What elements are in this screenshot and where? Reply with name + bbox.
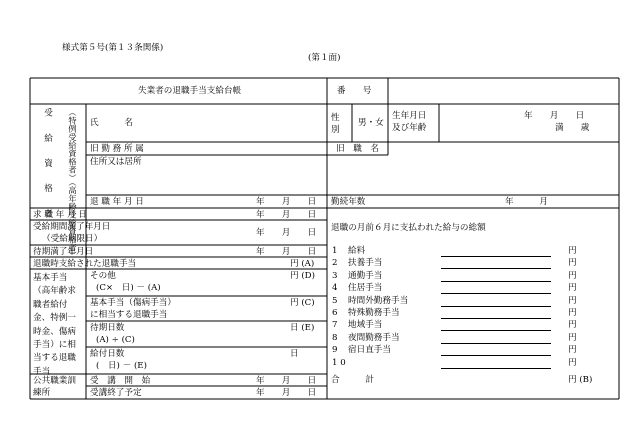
former-office-label: 旧 勤 務 所 属 — [90, 144, 144, 154]
wage-item-unit: 円 — [568, 357, 577, 368]
injury-label-1: 基本手当（傷病手当） — [90, 298, 176, 308]
wage-item-number: 1 — [332, 246, 338, 256]
injury-label-2: に相当する退職手当 — [90, 310, 168, 320]
period-end-label-2: （受給期限日） — [42, 234, 103, 244]
wages-heading: 退職の月前６月に支払われた給与の総額 — [331, 223, 486, 233]
wages-total-unit: 円 (B) — [568, 375, 593, 385]
wage-item-blank[interactable] — [441, 343, 551, 344]
wage-item-label: 扶養手当 — [348, 258, 383, 269]
wage-item-number: 6 — [332, 308, 338, 318]
wage-item-label: 夜間勤務手当 — [348, 332, 400, 343]
retire-date-value: 年 月 日 — [256, 197, 317, 207]
other-label-2: (C× 日) － (A) — [96, 283, 161, 293]
birth-value-1: 年 月 日 — [524, 111, 585, 121]
birth-label-1: 生年月日 — [392, 111, 427, 121]
wage-item-label: 給料 — [348, 246, 366, 256]
wage-item-unit: 円 — [568, 345, 577, 356]
waiting-end-value: 年 月 日 — [256, 247, 317, 257]
wage-item-unit: 円 — [568, 308, 577, 318]
recipient-paren-label: （特例受給資格者）（高年齢受給資格者） — [68, 108, 78, 260]
wage-item-unit: 円 — [568, 295, 577, 306]
training-label-1: 公共職業訓 — [33, 376, 76, 386]
wage-item-number: 8 — [332, 332, 338, 343]
training-end-label: 受講終了予定 — [90, 388, 142, 398]
former-position-label: 旧 職 名 — [336, 144, 379, 154]
pay-days-label-2: ( 日) － (E) — [96, 361, 147, 371]
wage-item-number: 1 0 — [332, 357, 346, 368]
base-allowance-side-label — [33, 272, 76, 379]
wage-item-number: 2 — [332, 258, 338, 269]
base-side-line: 時金、傷病 — [33, 326, 76, 337]
number-label: 番 号 — [337, 86, 372, 96]
address-label: 住所又は居所 — [90, 157, 142, 167]
wage-item-blank[interactable] — [441, 281, 551, 282]
birth-label-2: 及び年齢 — [392, 123, 427, 133]
base-side-line: 手当 — [33, 366, 51, 377]
wage-item-label: 通勤手当 — [348, 270, 383, 281]
wage-item-blank[interactable] — [441, 330, 551, 331]
wage-item-blank[interactable] — [441, 318, 551, 319]
wage-item-blank[interactable] — [441, 368, 551, 369]
sex-label-line — [331, 112, 340, 136]
wage-item-blank[interactable] — [441, 355, 551, 356]
pay-days-value: 日 — [290, 349, 299, 359]
wage-item-number: 5 — [332, 295, 338, 306]
base-side-line: 基本手当 — [33, 273, 68, 283]
service-years-value: 年 月 — [505, 197, 548, 207]
wage-item-blank[interactable] — [441, 268, 551, 269]
wage-item-number: 4 — [332, 283, 338, 294]
wage-item-blank[interactable] — [441, 306, 551, 307]
form-title: 失業者の退職手当支給台帳 — [138, 86, 242, 96]
pay-days-label-1: 給付日数 — [90, 349, 125, 359]
name-label: 氏 名 — [90, 118, 133, 128]
wage-item-blank[interactable] — [441, 293, 551, 294]
wage-item-unit: 円 — [568, 332, 577, 343]
wage-item-label: 住居手当 — [348, 283, 383, 294]
period-end-value: 年 月 日 — [256, 228, 317, 238]
sex-options: 男・女 — [358, 118, 384, 128]
other-label-1: その他 — [90, 271, 116, 281]
recipient-side-label: 受 給 資 格 者 — [42, 108, 53, 222]
wage-item-label: 特殊勤務手当 — [348, 308, 400, 318]
other-value: 円 (D) — [290, 271, 315, 281]
paid-at-retire-value: 円 (A) — [290, 259, 315, 269]
paid-at-retire-label: 退職時支給された退職手当 — [33, 259, 137, 269]
base-side-line: 金、特例一 — [33, 313, 76, 324]
base-side-line: 職者給付 — [33, 299, 68, 310]
waiting-end-label: 待期満了年月日 — [33, 247, 94, 257]
waiting-days-label-1: 待期日数 — [90, 323, 125, 333]
page-label: (第１面) — [308, 53, 341, 63]
service-years-label: 勤続年数 — [331, 197, 366, 207]
waiting-days-value: 日 (E) — [290, 323, 315, 333]
wage-item-unit: 円 — [568, 320, 577, 331]
wage-item-unit: 円 — [568, 270, 577, 281]
training-end-value: 年 月 日 — [256, 388, 317, 398]
wage-item-label: 時間外勤務手当 — [348, 295, 409, 306]
wage-item-unit: 円 — [568, 246, 577, 256]
job-seek-date-label: 求 職 年 月 日 — [33, 210, 87, 220]
training-start-value: 年 月 日 — [256, 376, 317, 386]
wage-item-label: 地域手当 — [348, 320, 383, 331]
job-seek-date-value: 年 月 日 — [256, 210, 317, 220]
base-side-line: 当する退職 — [33, 353, 76, 364]
sex-label: 性別 — [331, 113, 340, 135]
form-number: 様式第５号(第１３条関係) — [62, 43, 164, 53]
wage-item-unit: 円 — [568, 283, 577, 294]
training-start-label: 受 講 開 始 — [90, 376, 151, 386]
wage-item-number: 3 — [332, 270, 338, 281]
period-end-label-1: 受給期間満了年月日 — [33, 222, 111, 232]
wage-item-number: 7 — [332, 320, 338, 331]
wage-item-blank[interactable] — [441, 256, 551, 257]
wage-item-label: 宿日直手当 — [348, 345, 391, 356]
wage-item-number: 9 — [332, 345, 338, 356]
waiting-days-label-2: (A) ÷ (C) — [96, 335, 135, 345]
wages-total-label: 合 計 — [331, 375, 374, 385]
injury-value: 円 (C) — [290, 298, 315, 308]
base-side-line: 手当）に相 — [33, 340, 76, 351]
base-side-line: （高年齢求 — [33, 286, 76, 297]
wage-item-unit: 円 — [568, 258, 577, 269]
retire-date-label: 退 職 年 月 日 — [90, 197, 144, 207]
training-label-2: 練所 — [33, 388, 51, 398]
birth-value-2: 満 歳 — [555, 123, 590, 133]
